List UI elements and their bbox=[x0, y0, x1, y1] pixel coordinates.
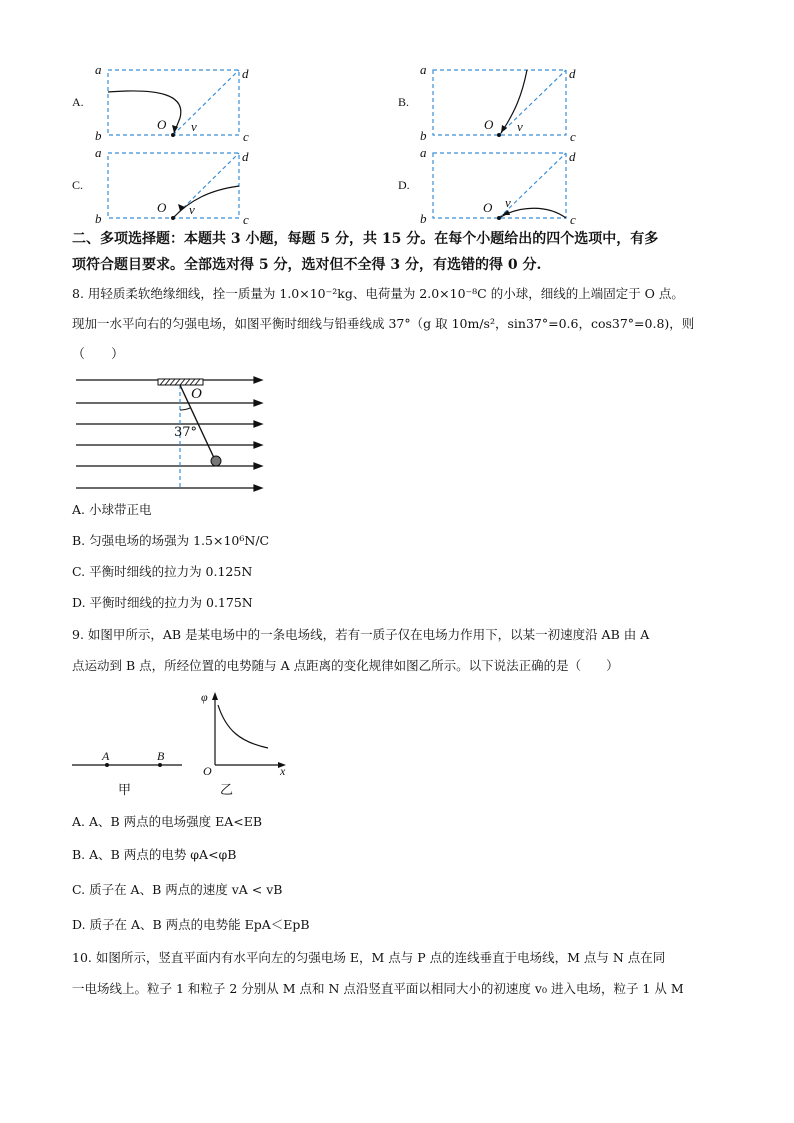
option-d-label: D. bbox=[398, 178, 410, 192]
q8-option-b: B. 匀强电场的场强为 1.5×10⁶N/C bbox=[72, 533, 270, 548]
q8-option-d: D. 平衡时细线的拉力为 0.175N bbox=[72, 595, 253, 610]
q8-option-a: A. 小球带正电 bbox=[72, 502, 152, 517]
q8-option-c: C. 平衡时细线的拉力为 0.125N bbox=[72, 564, 253, 579]
option-d-figure bbox=[0, 0, 794, 230]
section-heading-line2: 项符合题目要求。全部选对得 5 分，选对但不全得 3 分，有选错的得 0 分. bbox=[72, 257, 542, 273]
q9-caption-yi: 乙 bbox=[220, 783, 234, 798]
option-c-label: C. bbox=[72, 178, 84, 192]
q9-option-d: D. 质子在 A、B 两点的电势能 EpA＜EpB bbox=[72, 917, 310, 932]
q9-figure-jia bbox=[72, 756, 192, 776]
q8-answer-blank: （ ） bbox=[72, 347, 125, 362]
q9-fig-label-a: A bbox=[102, 749, 110, 763]
q10-text-line1: 10. 如图所示，竖直平面内有水平向左的匀强电场 E，M 点与 P 点的连线垂直于电场线，M 点与 N 点在同 bbox=[72, 950, 666, 965]
q8-text-line1: 8. 用轻质柔软绝缘细线，拴一质量为 1.0×10⁻²kg、电荷量为 2.0×10⁻⁸C 的小球，细线的上端固定于 O 点。 bbox=[72, 286, 684, 301]
q9-option-a: A. A、B 两点的电场强度 EA<EB bbox=[72, 814, 263, 829]
q7-figures: A. a b c d O v B. a b c d O v C. a b c d O v D. a b c d O v bbox=[0, 0, 794, 230]
q10-text-line2: 一电场线上。粒子 1 和粒子 2 分别从 M 点和 N 点沿竖直平面以相同大小的初速度 v₀ 进入电场，粒子 1 从 M bbox=[72, 981, 684, 996]
option-b-label: B. bbox=[398, 95, 410, 109]
q9-option-c: C. 质子在 A、B 两点的速度 vA < vB bbox=[72, 882, 283, 897]
q9-fig-label-phi: φ bbox=[201, 690, 208, 704]
option-a-label: A. bbox=[72, 95, 84, 109]
q8-fig-angle: 37° bbox=[174, 425, 198, 440]
q9-figure-yi bbox=[210, 690, 290, 770]
q9-text-line2: 点运动到 B 点，所经位置的电势随与 A 点距离的变化规律如图乙所示。以下说法正确的是（ ） bbox=[72, 658, 619, 673]
q9-fig-label-b: B bbox=[157, 749, 165, 763]
q9-fig-label-x: x bbox=[280, 764, 286, 778]
q8-figure bbox=[72, 370, 272, 495]
q9-fig-label-o: O bbox=[203, 764, 212, 778]
q9-caption-jia: 甲 bbox=[118, 783, 132, 798]
q8-fig-label-o: O bbox=[191, 386, 202, 402]
section-heading-line1: 二、多项选择题：本题共 3 小题，每题 5 分，共 15 分。在每个小题给出的四个选项中，有多 bbox=[72, 231, 659, 247]
q9-option-b: B. A、B 两点的电势 φA<φB bbox=[72, 847, 237, 862]
q8-text-line2: 现加一水平向右的匀强电场，如图平衡时细线与铅垂线成 37°（g 取 10m/s²，sin37°=0.6，cos37°=0.8)，则 bbox=[72, 316, 695, 331]
q9-text-line1: 9. 如图甲所示，AB 是某电场中的一条电场线，若有一质子仅在电场力作用下，以某一初速度沿 AB 由 A bbox=[72, 627, 650, 642]
